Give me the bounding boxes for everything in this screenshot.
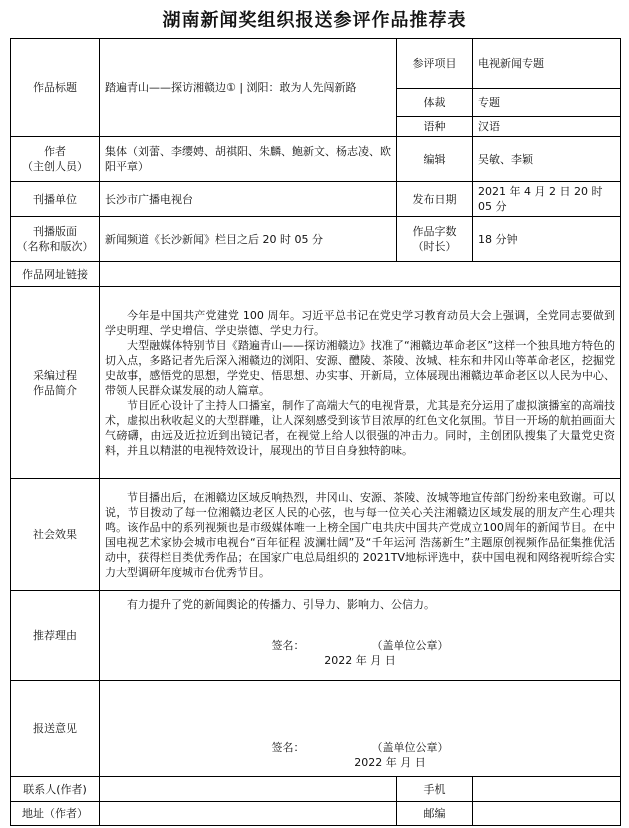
publish-date-value: 2021 年 4 月 2 日 20 时 05 分 [473,182,621,217]
category-value: 电视新闻专题 [473,39,621,89]
form-title: 湖南新闻奖组织报送参评作品推荐表 [162,10,467,31]
address-label: 地址（作者） [11,802,100,826]
summary-paragraph-1: 今年是中国共产党建党 100 周年。习近平总书记在党史学习教育动员大会上强调，全党同志要做到学史明理、学史增信、学史崇德、学史力行。 [105,308,615,337]
reason-date: 2022 年 月 日 [324,654,396,667]
reason-cell [100,591,621,681]
contact-label: 联系人(作者) [11,777,100,802]
zip-value[interactable] [473,802,621,826]
summary-paragraph-3: 节目匠心设计了主持人口播室，制作了高端大气的电视背景，尤其是充分运用了虚拟演播室的高端技术，虚拟出秋收起义的大型群雕，让人深刻感受到该节目浓厚的红色文化氛围。节目一开场的航拍画面大气磅礴，由远及近拉近到出镜记者，在视觉上给人以很强的冲击力。同时，主创团队搜集了大量党史资料，并且以精湛的电视特效设计，展现出的节目自身独特韵味。 [105,398,615,457]
phone-value[interactable] [473,777,621,802]
language-label: 语种 [397,117,473,137]
summary-paragraph-2: 大型融媒体特别节目《踏遍青山——探访湘赣边》找准了“湘赣边革命老区”这样一个独具地方特色的切入点，多路记者先后深入湘赣边的浏阳、安源、醴陵、茶陵、汝城、桂东和井冈山等革命老区，挖掘党史故事，感悟党的思想，学党史、悟思想、办实事、开新局，立体展现出湘赣边革命老区以人民为中心、带领人民群众谋发展的动人篇章。 [105,338,615,397]
length-label [397,217,473,262]
summary-label [11,287,100,479]
submit-signature [105,740,615,755]
language-value: 汉语 [473,117,621,137]
submit-label: 报送意见 [11,681,100,777]
layout-label-line2: （名称和版次） [16,240,94,253]
author-label-line1: 作者 [44,145,66,158]
author-label [11,137,100,182]
effect-text [100,479,621,591]
layout-label [11,217,100,262]
summary-text [100,287,621,479]
contact-value[interactable] [100,777,397,802]
publisher-value: 长沙市广播电视台 [100,182,397,217]
length-label-line1: 作品字数 [412,225,457,238]
editor-value: 吴敏、李颖 [473,137,621,182]
reason-seal-label: （盖单位公章） [371,639,449,652]
layout-value: 新闻频道《长沙新闻》栏目之后 20 时 05 分 [100,217,397,262]
length-value: 18 分钟 [473,217,621,262]
zip-label: 邮编 [397,802,473,826]
genre-value: 专题 [473,89,621,117]
layout-label-line1: 刊播版面 [33,225,77,238]
effect-paragraph: 节目播出后，在湘赣边区域反响热烈，井冈山、安源、茶陵、汝城等地宣传部门纷纷来电致谢。可以说，节目拨动了每一位湘赣边老区人民的心弦，也与每一位关心关注湘赣边区域发展的朋友产生心理共鸣。该作品中的系列视频也是市级媒体唯一上榜全国广电共庆中国共产党成立100周年的新闻节目。在中国电视艺术家协会城市电视台“百年征程 波澜壮阔”及“千年运河 浩荡新生”主题原创视频作品征集推优活动中，获得栏目类优秀作品；在国家广电总局组织的 2021TV地标评选中，获中国电视和网络视听综合实力大型调研年度城市台优秀节目。 [105,490,615,579]
recommendation-table [10,38,621,826]
reason-sign-label: 签名： [271,639,305,652]
editor-label: 编辑 [397,137,473,182]
summary-label-line2: 作品简介 [33,383,77,397]
reason-signature [105,638,615,653]
publish-date-label: 发布日期 [397,182,473,217]
phone-label: 手机 [397,777,473,802]
submit-date: 2022 年 月 日 [354,756,426,769]
summary-label-line1: 采编过程 [33,368,77,382]
publisher-label: 刊播单位 [11,182,100,217]
reason-text: 有力提升了党的新闻舆论的传播力、引导力、影响力、公信力。 [127,598,435,611]
reason-label: 推荐理由 [11,591,100,681]
author-value: 集体（刘蕾、李缨娉、胡祺阳、朱麟、鲍新文、杨志凌、欧阳平章） [100,137,397,182]
genre-label: 体裁 [397,89,473,117]
submit-seal-label: （盖单位公章） [371,741,449,754]
effect-label: 社会效果 [11,479,100,591]
length-label-line2: （时长） [412,240,457,253]
work-title-value: 踏遍青山——探访湘赣边① | 浏阳：敢为人先闯新路 [100,39,397,137]
link-value[interactable] [100,262,621,287]
address-value[interactable] [100,802,397,826]
submit-cell [100,681,621,777]
submit-sign-label: 签名： [271,741,305,754]
author-label-line2: （主创人员） [22,160,88,173]
work-title-label: 作品标题 [11,39,100,137]
link-label: 作品网址链接 [11,262,100,287]
category-label: 参评项目 [397,39,473,89]
